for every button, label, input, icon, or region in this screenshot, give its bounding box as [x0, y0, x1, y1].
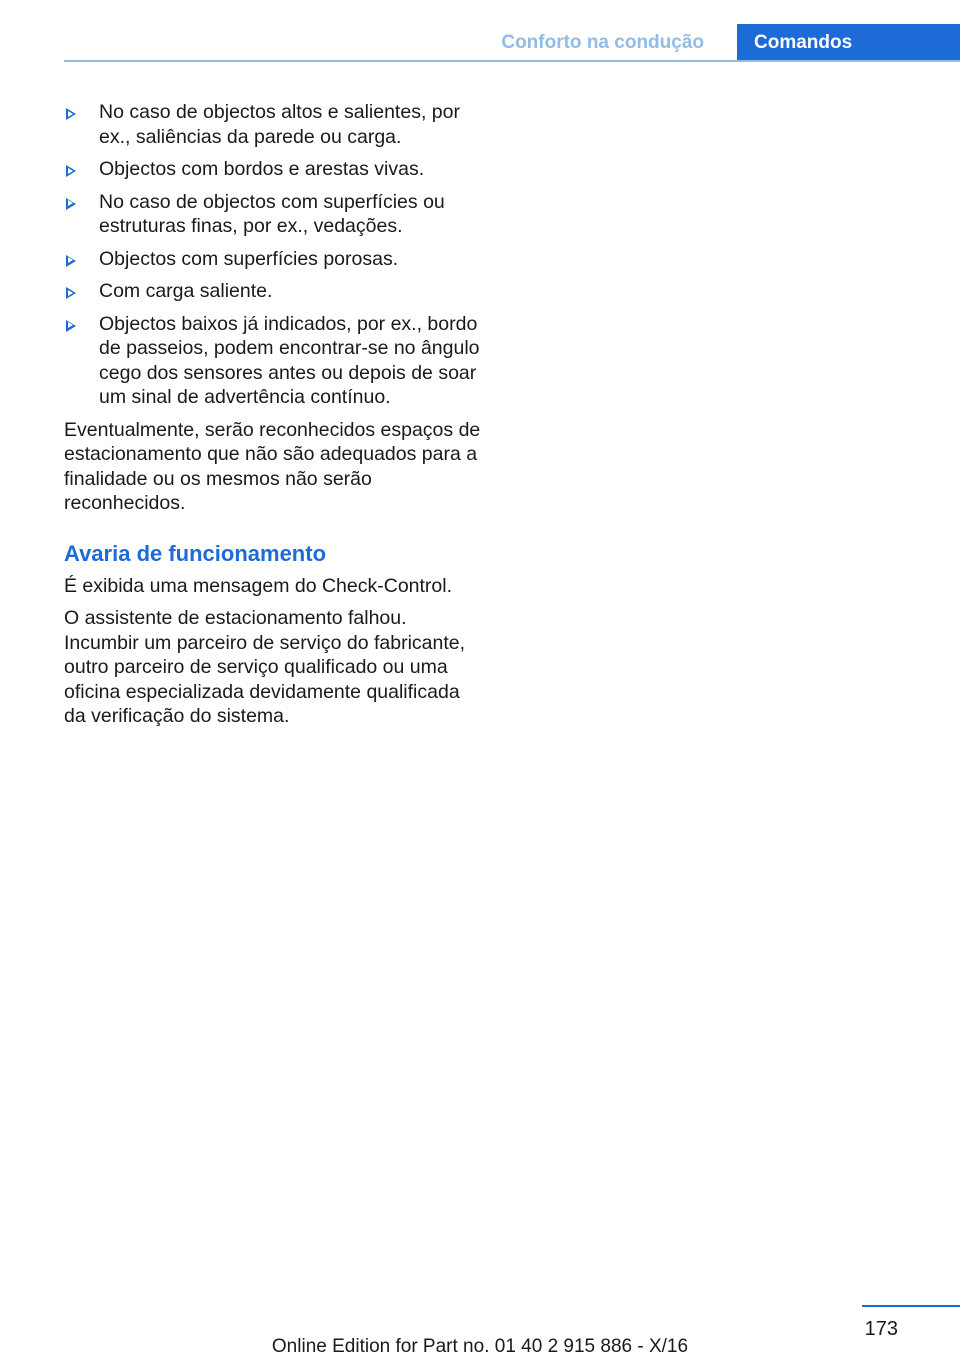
body-paragraph: Eventualmente, serão reconhecidos espaços de estacionamento que não são adequados para a finalidade ou os mesmos não serão reconhecidos. [64, 418, 481, 514]
list-item-text: Objectos com bordos e arestas vivas. [99, 158, 425, 180]
section-label: Conforto na condução [501, 32, 704, 53]
triangle-bullet-icon [66, 108, 76, 120]
triangle-bullet-icon [66, 320, 76, 332]
list-item-text: No caso de objectos com superfícies ou estruturas finas, por ex., vedações. [99, 190, 445, 237]
main-content [64, 100, 484, 737]
list-item [64, 157, 484, 182]
triangle-bullet-icon [66, 287, 76, 299]
body-paragraph: É exibida uma mensagem do Check-Control. [64, 574, 453, 597]
page-number: 173 [864, 1318, 898, 1340]
list-item [64, 279, 484, 304]
triangle-bullet-icon [66, 255, 76, 267]
list-item-text: Com carga saliente. [99, 280, 273, 302]
list-item [64, 312, 484, 410]
section-heading: Avaria de funcionamento [64, 540, 327, 566]
list-item [64, 100, 484, 149]
list-item-text: Objectos com superfícies porosas. [99, 247, 399, 270]
footer-rule [862, 1305, 960, 1307]
list-item-text: Objectos baixos já indicados, por ex., bordo de passeios, podem encontrar-se no ângulo cego dos sensores antes ou depois de soar um sinal de advertência contínuo. [99, 312, 480, 408]
bullet-list [64, 100, 484, 410]
triangle-bullet-icon [66, 165, 76, 177]
list-item [64, 247, 484, 272]
header-rule [64, 60, 960, 62]
list-item-text: No caso de objectos altos e salientes, por ex., saliências da parede ou carga. [99, 101, 460, 148]
triangle-bullet-icon [66, 198, 76, 210]
edition-footer: Online Edition for Part no. 01 40 2 915 886 - X/16 [271, 1336, 689, 1357]
page-header [0, 0, 960, 62]
list-item [64, 190, 484, 239]
chapter-tab: Comandos [737, 24, 960, 62]
body-paragraph: O assistente de estacionamento falhou. Incumbir um parceiro de serviço do fabricante, outro parceiro de serviço qualificado ou uma oficina especializada devidamente qualificada da verificação do sistema. [64, 607, 466, 727]
